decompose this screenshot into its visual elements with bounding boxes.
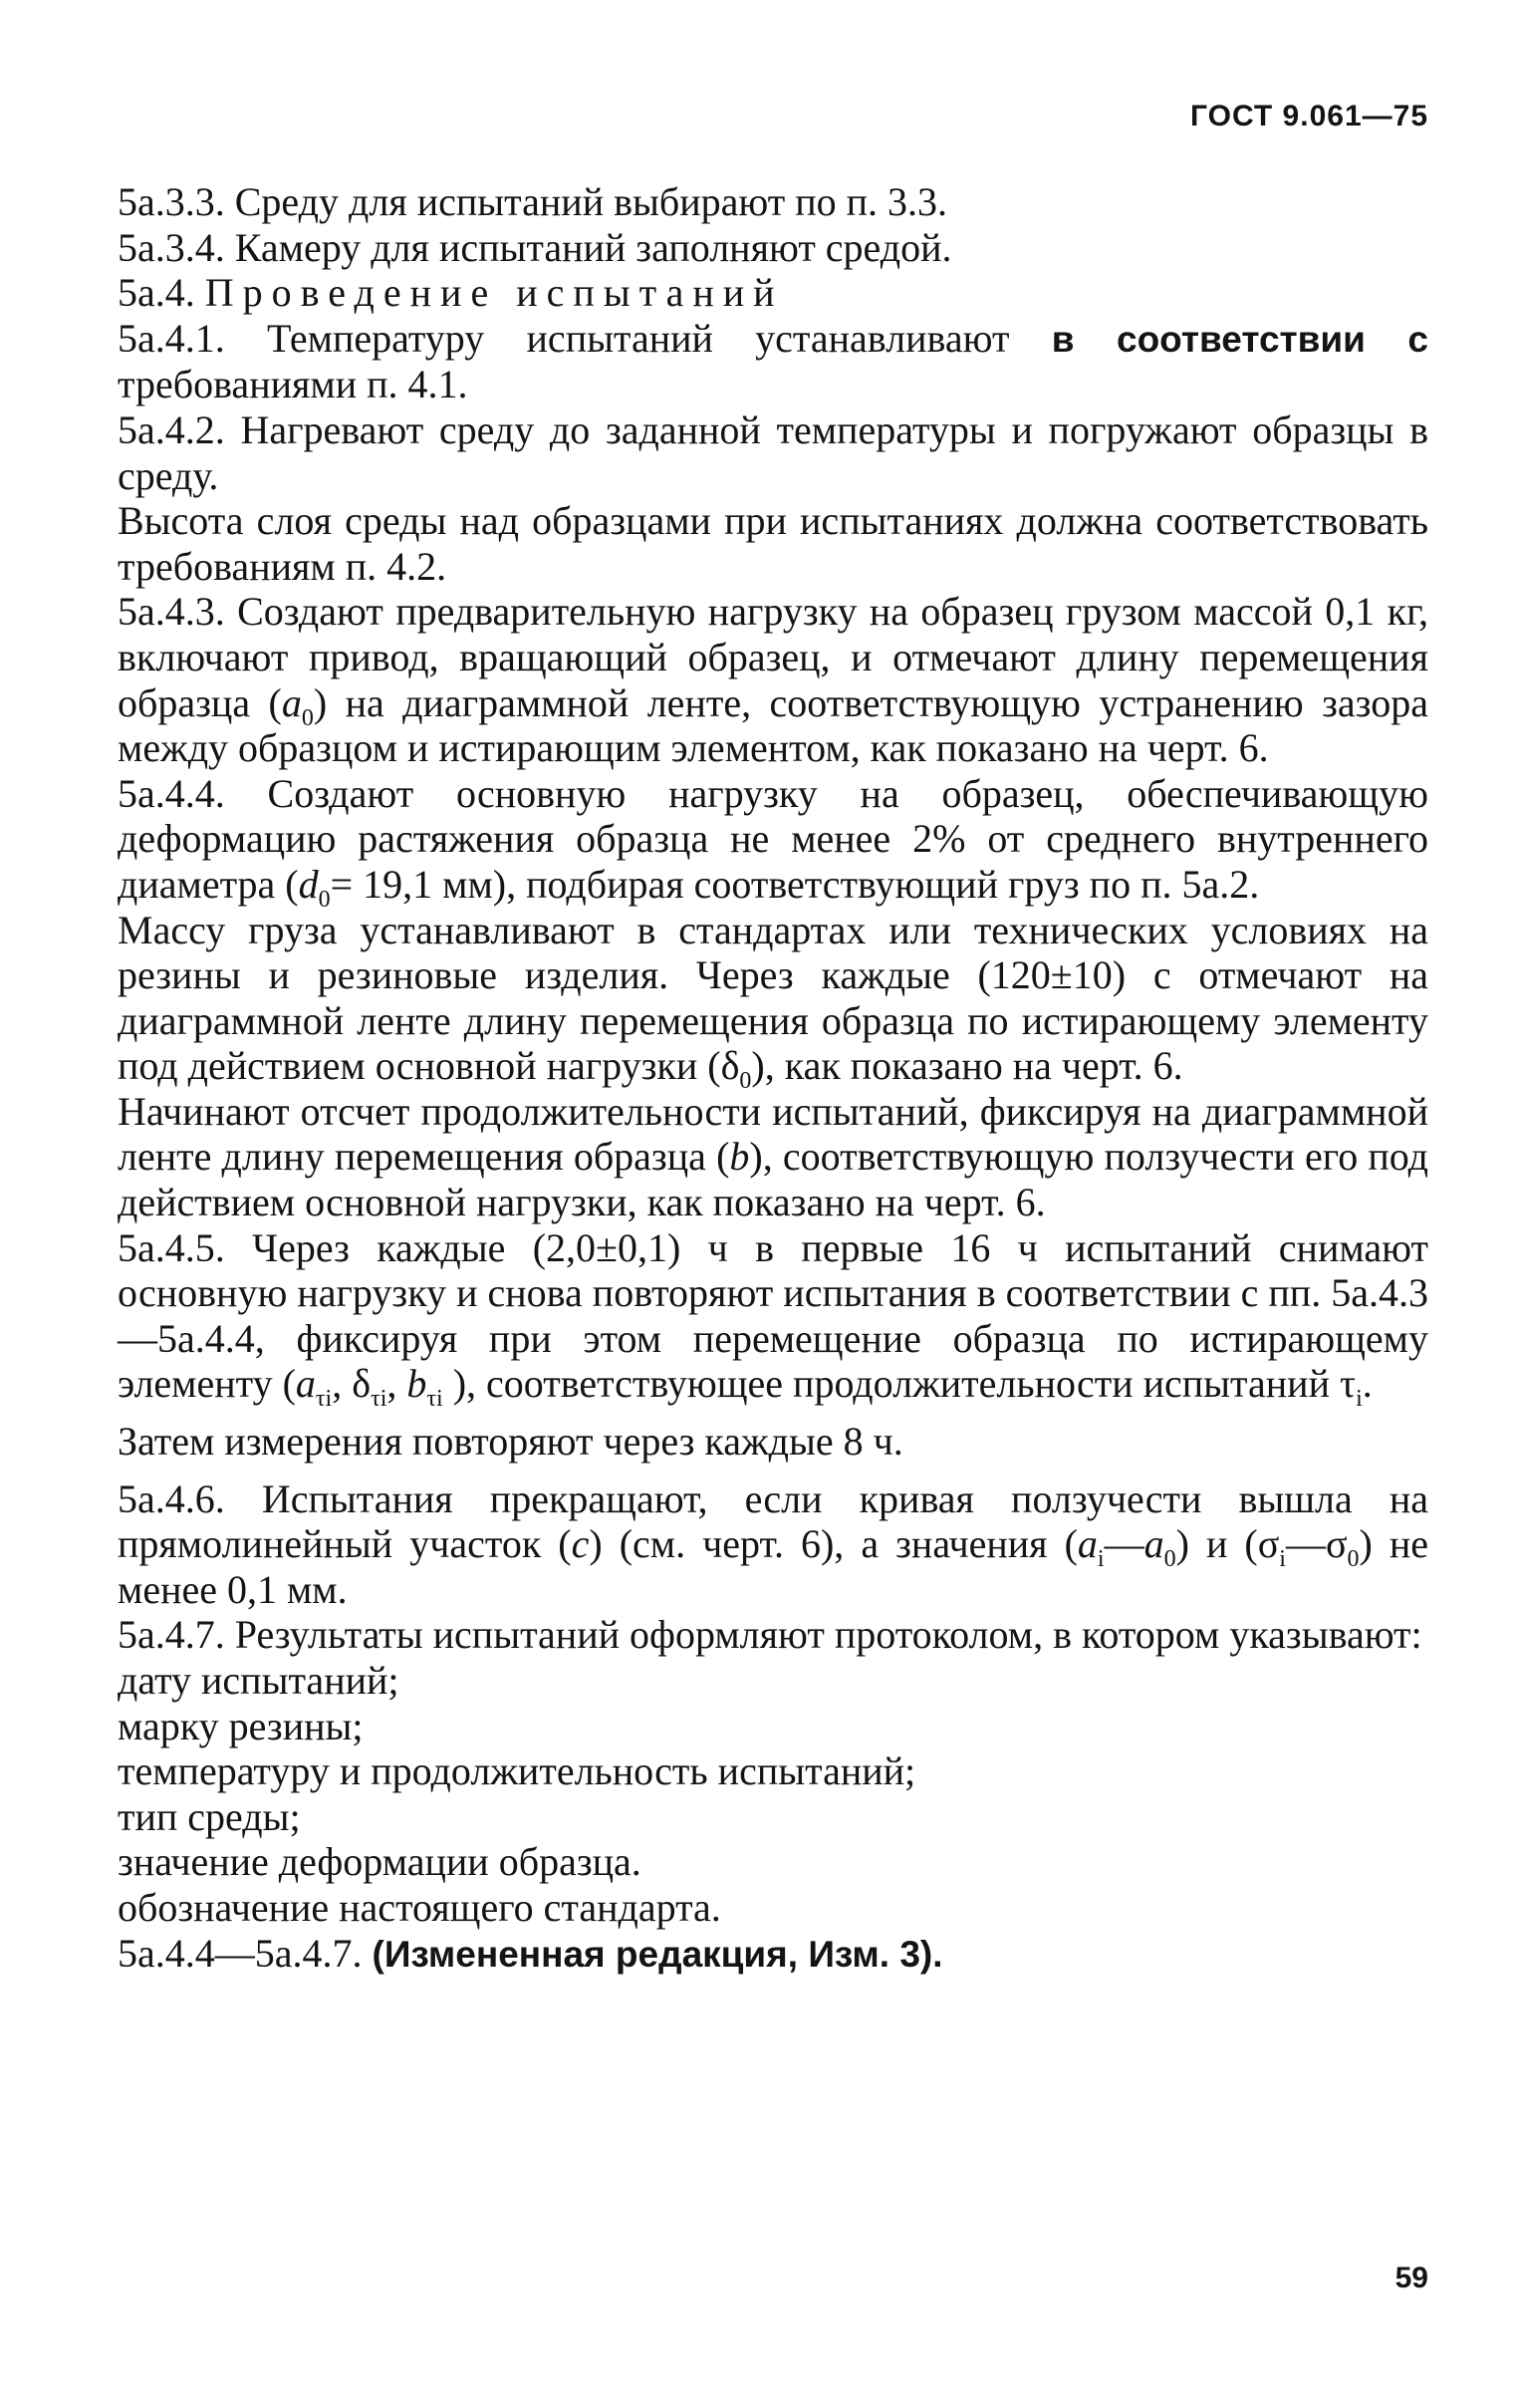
paragraph-5a46-tail: ) не менее 0,1 мм. [118, 1521, 1429, 1612]
amendment-note-bold: (Измененная редакция, Изм. 3). [372, 1933, 943, 1975]
page-number: 59 [1394, 2262, 1428, 2294]
paragraph-5a41-text: 5а.4.1. Температуру испытаний устанавливают [118, 315, 1010, 361]
section-heading-5a4 [118, 270, 1428, 316]
paragraph-5a42-height: Высота слоя среды над образцами при испытаниях должна соответствовать требованиям п. 4.2. [118, 498, 1428, 589]
paragraph-load-mass-text: Массу груза устанавливают в стандартах или технических условиях на резины и резиновые изделия. Через каждые (120±10) с отмечают на диаграммной ленте длину перемещения образца по истирающему элементу под действием основной нагрузки (δ [118, 907, 1428, 1089]
list-item: марку резины; [118, 1703, 364, 1748]
amendment-note [118, 1931, 1428, 1978]
page-header-standard-code: ГОСТ 9.061—75 [1190, 100, 1428, 133]
section-title: Проведение испытаний [204, 270, 784, 316]
symbol-subscript: τi [426, 1386, 443, 1413]
symbol-subscript: i [1279, 1546, 1286, 1573]
symbol-b: b [729, 1134, 750, 1180]
list-item: тип среды; [118, 1793, 301, 1839]
paragraph-5a41-tail: требованиями п. 4.1. [118, 362, 468, 407]
symbol-d: d [298, 861, 319, 907]
symbol-c: c [571, 1521, 590, 1567]
symbol-subscript: 0 [1163, 1546, 1176, 1573]
paragraph-5a46-sigma: ) и (σ [1175, 1521, 1280, 1567]
symbol-subscript: 0 [301, 704, 314, 731]
section-number: 5а.4. [118, 270, 195, 316]
symbol-a: a [1143, 1521, 1164, 1567]
paragraph-5a45 [118, 1224, 1428, 1413]
symbol-subscript: 0 [1347, 1546, 1360, 1573]
paragraph-5a41 [118, 316, 1428, 407]
paragraph-repeat: Затем измерения повторяют через каждые 8 ч. [118, 1419, 903, 1465]
document-body [118, 179, 1428, 1977]
symbol-subscript: τi [371, 1386, 387, 1413]
list-item: дату испытаний; [118, 1658, 399, 1703]
separator: , [386, 1361, 407, 1407]
paragraph-load-mass-tail: ), как показано на черт. 6. [751, 1043, 1183, 1089]
paragraph-5a47: 5а.4.7. Результаты испытаний оформляют протоколом, в котором указывают: [118, 1612, 1422, 1658]
paragraph-start-count-text: Начинают отсчет продолжительности испытаний, фиксируя на диаграммной ленте длину перемещения образца ( [118, 1088, 1428, 1180]
paragraph-5a44 [118, 770, 1428, 913]
separator: — [1104, 1521, 1144, 1567]
paragraph-5a45-tail: ), соответствующее продолжительности испытаний τ [442, 1361, 1357, 1407]
separator: , δ [332, 1361, 372, 1407]
paragraph-5a34: 5а.3.4. Камеру для испытаний заполняют средой. [118, 224, 952, 270]
paragraph-5a33: 5а.3.3. Среду для испытаний выбирают по п. 3.3. [118, 179, 948, 224]
symbol-subscript: i [1356, 1386, 1363, 1413]
symbol-subscript: 0 [318, 886, 331, 913]
separator: —σ [1285, 1521, 1348, 1567]
paragraph-end: . [1362, 1361, 1373, 1407]
protocol-items-list [118, 1658, 1428, 1931]
paragraph-5a46 [118, 1476, 1428, 1613]
symbol-a: a [281, 679, 302, 725]
paragraph-load-mass [118, 907, 1428, 1095]
paragraph-start-count-tail: ), соответствующую ползучести его под действием основной нагрузки, как показано на черт. 6. [118, 1134, 1428, 1225]
paragraph-5a43 [118, 589, 1428, 770]
symbol-subscript: 0 [739, 1068, 752, 1095]
paragraph-5a41-bold: в соответствии с [1051, 318, 1429, 360]
paragraph-5a43-tail: ) на диаграммной ленте, соответствующую устранению зазора между образцом и истирающим элементом, как показано на черт. 6. [118, 679, 1428, 771]
paragraph-5a45-text: 5а.4.5. Через каждые (2,0±0,1) ч в первые 16 ч испытаний снимают основную нагрузку и снова повторяют испытания в соответствии с пп. 5а.4.3—5а.4.4, фиксируя при этом перемещение образца по истирающему элементу ( [118, 1224, 1428, 1407]
paragraph-5a46-mid: ) (см. черт. 6), а значения ( [589, 1521, 1078, 1567]
paragraph-5a46-text: 5а.4.6. Испытания прекращают, если кривая ползучести вышла на прямолинейный участок ( [118, 1475, 1428, 1567]
list-item: обозначение настоящего стандарта. [118, 1884, 721, 1930]
list-item: температуру и продолжительность испытаний; [118, 1748, 916, 1794]
symbol-subscript: i [1097, 1546, 1105, 1573]
symbol-a: a [295, 1361, 316, 1407]
symbol-b: b [406, 1361, 427, 1407]
symbol-subscript: τi [315, 1386, 333, 1413]
symbol-a: a [1077, 1521, 1098, 1567]
paragraph-5a44-text: 5а.4.4. Создают основную нагрузку на образец, обеспечивающую деформацию растяжения образца не менее 2% от среднего внутреннего диаметра ( [118, 770, 1428, 907]
paragraph-5a43-text: 5а.4.3. Создают предварительную нагрузку на образец грузом массой 0,1 кг, включают привод, вращающий образец, и отмечают длину перемещения образца ( [118, 589, 1428, 725]
paragraph-5a44-tail: = 19,1 мм), подбирая соответствующий груз по п. 5а.2. [330, 861, 1260, 907]
amendment-note-range: 5а.4.4—5а.4.7. [118, 1930, 363, 1976]
paragraph-5a42: 5а.4.2. Нагревают среду до заданной температуры и погружают образцы в среду. [118, 406, 1428, 498]
list-item: значение деформации образца. [118, 1839, 641, 1885]
paragraph-start-count [118, 1089, 1428, 1225]
